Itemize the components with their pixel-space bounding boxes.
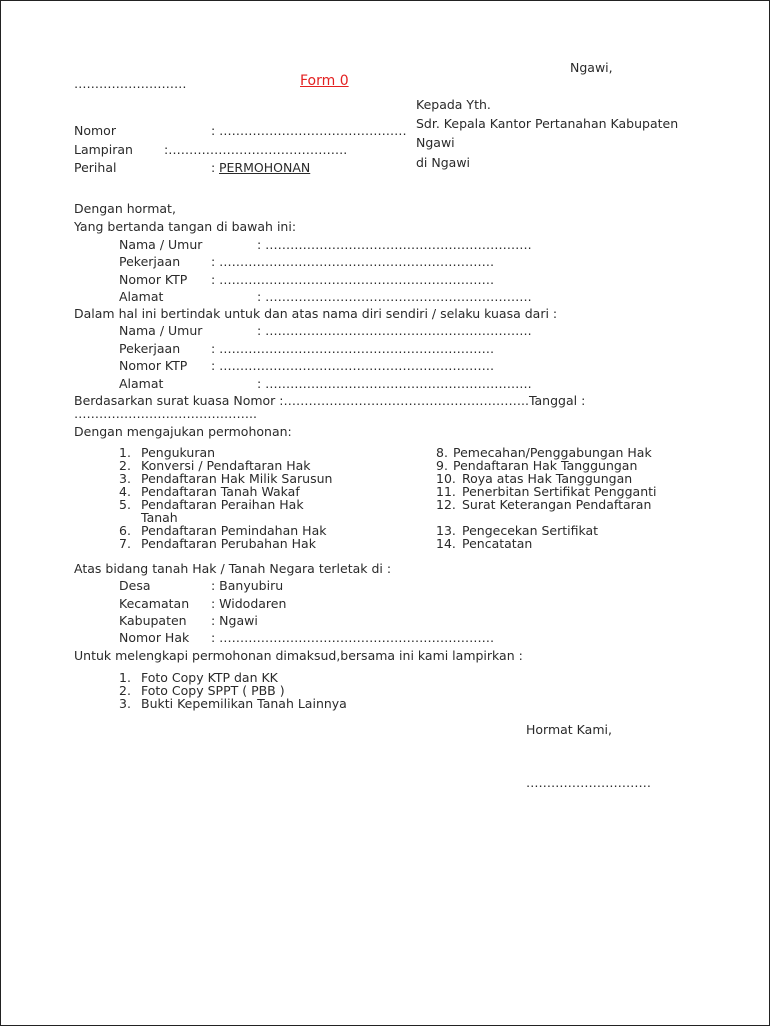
attach-intro: Untuk melengkapi permohonan dimaksud,bersama ini kami lampirkan : (74, 648, 523, 663)
kecamatan-label: Kecamatan (119, 596, 190, 611)
lampiran-value: :……………………………………. (164, 142, 348, 157)
list-number: 4. (119, 484, 131, 499)
kabupaten-label: Kabupaten (119, 613, 187, 628)
list-text: Tanah (141, 510, 178, 525)
s1-alamat-label: Alamat (119, 289, 164, 304)
addressee-line-4: di Ngawi (416, 155, 471, 170)
place-date: Ngawi, (570, 60, 613, 75)
kecamatan-value: : Widodaren (211, 596, 287, 611)
nomor-hak-label: Nomor Hak (119, 630, 190, 645)
perihal-colon: : (211, 160, 216, 175)
kuasa-line: Berdasarkan surat kuasa Nomor :…………………………………………………..Tanggal : (74, 393, 586, 408)
list-text: Surat Keterangan Pendaftaran (462, 497, 652, 512)
addressee-line-2: Sdr. Kepala Kantor Pertanahan Kabupaten (416, 116, 679, 131)
nomor-label: Nomor (74, 123, 116, 138)
list-text: Konversi / Pendaftaran Hak (141, 458, 311, 473)
form-title: Form 0 (300, 73, 349, 89)
list-number: 14. (436, 536, 456, 551)
s1-pekerjaan-value: : ………………………………………………………… (211, 254, 495, 269)
addressee-line-1: Kepada Yth. (416, 97, 491, 112)
s1-nama-value: : ………………………………………………………. (257, 237, 532, 252)
nomor-hak-value: : ………………………………………………………… (211, 630, 495, 645)
request-intro: Dengan mengajukan permohonan: (74, 424, 292, 439)
list-text: Pencatatan (462, 536, 533, 551)
addressee-line-3: Ngawi (416, 135, 455, 150)
list-text: Pendaftaran Pemindahan Hak (141, 523, 327, 538)
list-number: 9. (436, 458, 448, 473)
list-text: Roya atas Hak Tanggungan (462, 471, 633, 486)
s1-nama-label: Nama / Umur (119, 237, 203, 252)
list-text: Pendaftaran Peraihan Hak (141, 497, 304, 512)
list-number: 11. (436, 484, 456, 499)
list-text: Pendaftaran Hak Tanggungan (453, 458, 638, 473)
s2-pekerjaan-value: : ………………………………………………………… (211, 341, 495, 356)
closing-regards: Hormat Kami, (526, 722, 612, 737)
perihal-value: PERMOHONAN (219, 160, 311, 175)
list-number: 1. (119, 445, 131, 460)
s2-nama-label: Nama / Umur (119, 323, 203, 338)
list-text: Pemecahan/Penggabungan Hak (453, 445, 652, 460)
list-number: 8. (436, 445, 448, 460)
desa-label: Desa (119, 578, 151, 593)
list-number: 10. (436, 471, 456, 486)
list-text: Penerbitan Sertifikat Pengganti (462, 484, 657, 499)
s1-pekerjaan-label: Pekerjaan (119, 254, 181, 269)
list-number: 5. (119, 497, 131, 512)
list-text: Pengukuran (141, 445, 216, 460)
list-text: Foto Copy KTP dan KK (141, 670, 278, 685)
nomor-value: : ……………………………………… (211, 123, 407, 138)
list-number: 2. (119, 458, 131, 473)
kabupaten-value: : Ngawi (211, 613, 258, 628)
list-number: 12. (436, 497, 456, 512)
land-intro: Atas bidang tanah Hak / Tanah Negara terletak di : (74, 561, 392, 576)
perihal-label: Perihal (74, 160, 117, 175)
list-number: 3. (119, 696, 131, 711)
s2-pekerjaan-label: Pekerjaan (119, 341, 181, 356)
salutation: Dengan hormat, (74, 201, 176, 216)
s2-alamat-label: Alamat (119, 376, 164, 391)
list-text: Foto Copy SPPT ( PBB ) (141, 683, 285, 698)
list-text: Pendaftaran Tanah Wakaf (141, 484, 300, 499)
list-number: 13. (436, 523, 456, 538)
s1-ktp-label: Nomor KTP (119, 272, 188, 287)
s1-ktp-value: : ………………………………………………………… (211, 272, 495, 287)
acting-text: Dalam hal ini bertindak untuk dan atas nama diri sendiri / selaku kuasa dari : (74, 306, 558, 321)
list-number: 2. (119, 683, 131, 698)
list-text: Pendaftaran Hak Milik Sarusun (141, 471, 333, 486)
s2-ktp-label: Nomor KTP (119, 358, 188, 373)
s2-alamat-value: : ………………………………………………………. (257, 376, 532, 391)
s2-ktp-value: : ………………………………………………………… (211, 358, 495, 373)
signature-line: ………………………… (526, 775, 651, 790)
list-text: Pengecekan Sertifikat (462, 523, 599, 538)
kuasa-line-2: …………………………………….. (74, 406, 257, 421)
s1-alamat-value: : ………………………………………………………. (257, 289, 532, 304)
list-text: Pendaftaran Perubahan Hak (141, 536, 316, 551)
list-number: 3. (119, 471, 131, 486)
desa-value: : Banyubiru (211, 578, 284, 593)
list-number: 1. (119, 670, 131, 685)
lampiran-label: Lampiran (74, 142, 133, 157)
number-dots: ……………………… (74, 76, 187, 91)
list-number: 6. (119, 523, 131, 538)
list-number: 7. (119, 536, 131, 551)
intro-text: Yang bertanda tangan di bawah ini: (74, 219, 297, 234)
list-text: Bukti Kepemilikan Tanah Lainnya (141, 696, 347, 711)
s2-nama-value: : ………………………………………………………. (257, 323, 532, 338)
